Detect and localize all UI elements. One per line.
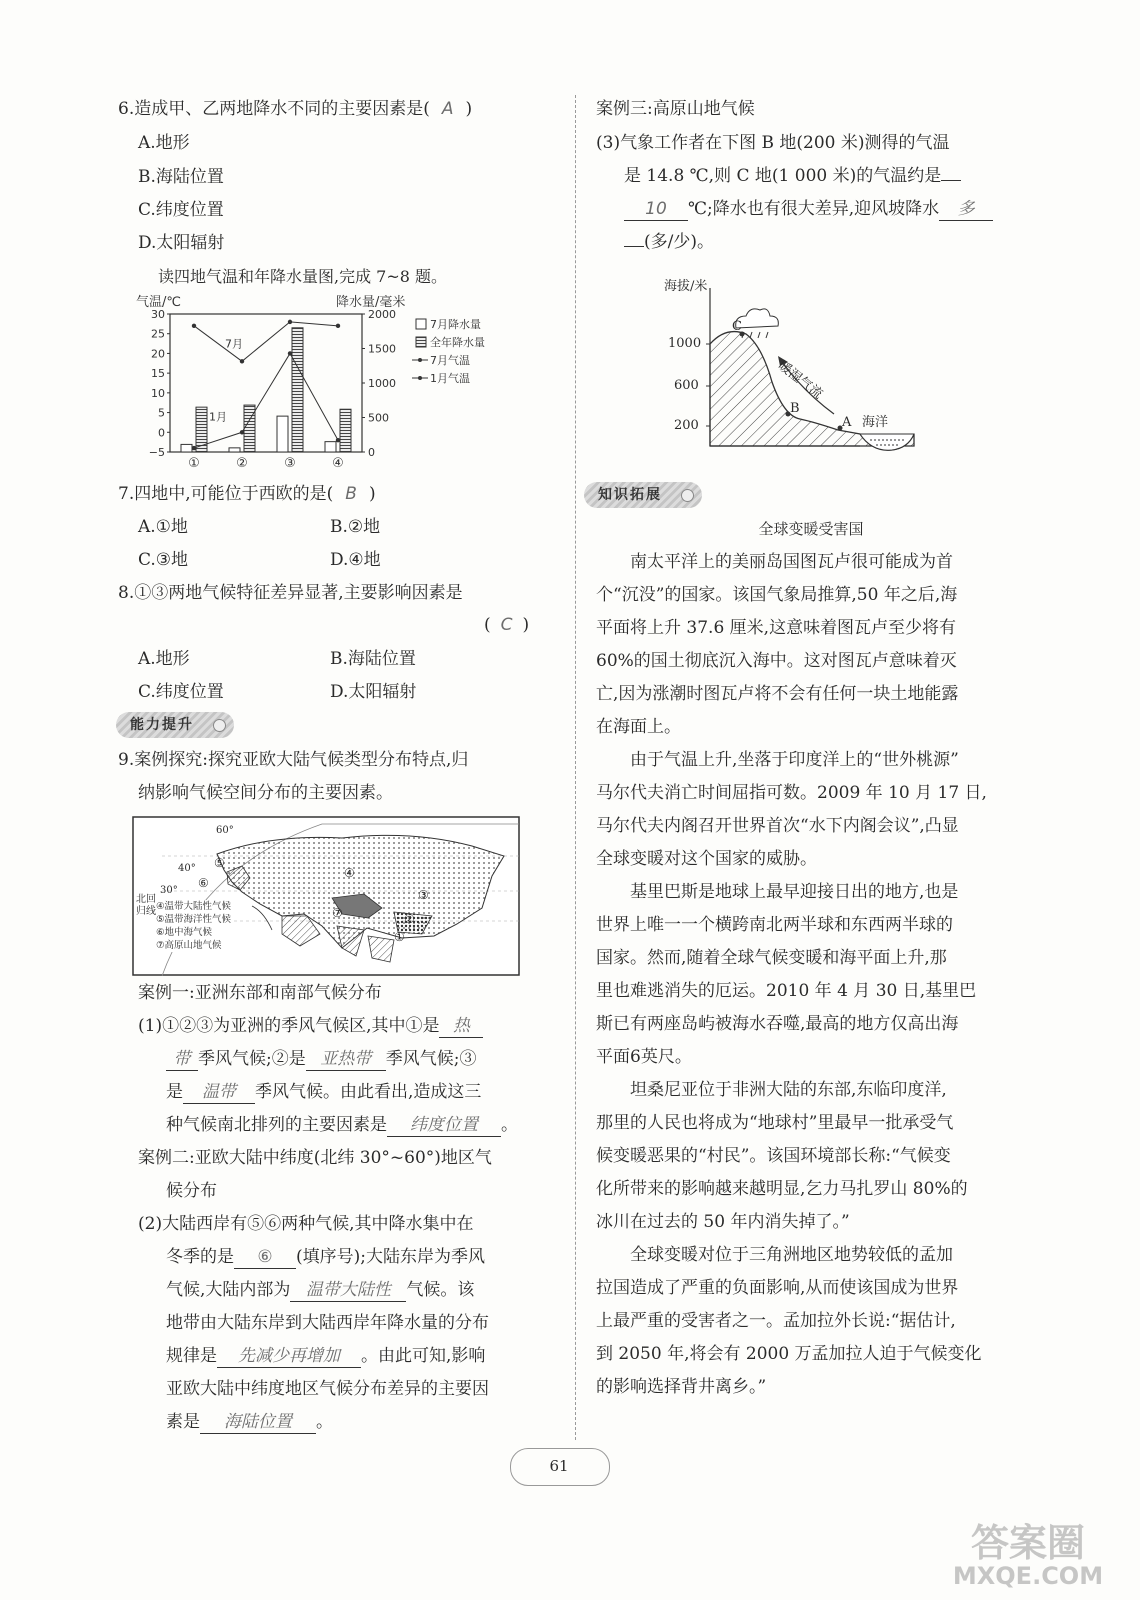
chart-point-jan-temp <box>240 430 244 434</box>
map-legend-item: ⑦高原山地气候 <box>156 940 222 951</box>
diagram-tick-200: 200 <box>674 418 699 433</box>
q8-option-a: A.地形 <box>138 649 190 669</box>
map-legend-item: ④温带大陆性气候 <box>156 901 232 912</box>
map-legend-item: ⑤温带海洋性气候 <box>156 914 232 925</box>
case3-line-1: (3)气象工作者在下图 B 地(200 米)测得的气温 <box>596 133 950 153</box>
case1-answer-1a: 热 <box>439 1015 483 1038</box>
chart-point-jan-temp <box>192 446 196 450</box>
chart-point-jan-temp <box>288 351 292 355</box>
diagram-label-sea: 海洋 <box>862 415 889 430</box>
article-line: 冰川在过去的 50 年内消失掉了。” <box>596 1212 850 1232</box>
article-line: 坦桑尼亚位于非洲大陆的东部,东临印度洋, <box>630 1080 947 1100</box>
chart-y-left-tick-label: 30 <box>151 308 165 321</box>
article-line: 里也难逃消失的厄运。2010 年 4 月 30 日,基里巴 <box>596 981 977 1001</box>
article-line: 到 2050 年,将会有 2000 万孟加拉人迫于气候变化 <box>596 1344 982 1364</box>
read-instruction: 读四地气温和年降水量图,完成 7~8 题。 <box>158 267 448 286</box>
map-label-7: ⑦ <box>332 906 343 920</box>
case1-line-3 <box>166 1081 481 1104</box>
case2-answer-4: 海陆位置 <box>200 1411 316 1434</box>
case1-answer-2: 亚热带 <box>306 1048 386 1071</box>
chart-legend-annual-precip: 全年降水量 <box>430 336 485 349</box>
article-line: 化所带来的影响越来越明显,乞力马扎罗山 80%的 <box>596 1179 968 1199</box>
chart-bar-july-precip <box>229 448 240 452</box>
chart-y-left-tick-label: −5 <box>148 446 165 459</box>
case3-text: 是 14.8 ℃,则 C 地(1 000 米)的气温约是 <box>624 166 942 186</box>
article-paragraph-1 <box>596 546 1026 744</box>
case2-answer-2: 温带大陆性 <box>290 1279 406 1302</box>
article-paragraph-2 <box>596 744 1026 876</box>
case3-blank-start <box>941 180 961 181</box>
case1-text: 。 <box>501 1115 518 1135</box>
article-line: 全球变暖对这个国家的威胁。 <box>596 849 817 869</box>
article-line: 在海面上。 <box>596 717 681 737</box>
watermark-line-2: MXQE.COM <box>952 1562 1104 1590</box>
q6-stem-text: 6.造成甲、乙两地降水不同的主要因素是( <box>118 99 430 119</box>
chart-y-left-tick-label: 5 <box>158 406 165 420</box>
question-8-stem: 8.①③两地气候特征差异显著,主要影响因素是 <box>118 583 463 603</box>
chart-legend-jan-temp: 1月气温 <box>430 372 470 385</box>
case2-text: 。 <box>316 1412 333 1432</box>
eurasia-map <box>132 816 520 976</box>
q6-option-d: D.太阳辐射 <box>138 233 225 253</box>
case2-text: 素是 <box>166 1412 200 1432</box>
case1-answer-1b: 带 <box>166 1048 198 1071</box>
q7-answer: B <box>345 484 357 504</box>
article-line: 马尔代夫内阁召开世界首次“水下内阁会议”,凸显 <box>596 816 959 836</box>
case2-line-4: 地带由大陆东岸到大陆西岸年降水量的分布 <box>166 1313 489 1333</box>
q7-option-d: D.④地 <box>330 550 381 570</box>
q8-paren-close: ) <box>522 615 530 635</box>
chart-legend-swatch-annual-precip <box>416 337 426 347</box>
diagram-label-c: C <box>732 319 742 334</box>
article-line: 平面6英尺。 <box>596 1047 692 1067</box>
banner-dot-icon <box>681 489 694 502</box>
q8-option-b: B.海陆位置 <box>330 649 416 669</box>
chart-point-july-temp <box>240 359 244 363</box>
case2-text: 气候。该 <box>406 1280 475 1300</box>
chart-point-jan-temp <box>336 438 340 442</box>
article-line: 世界上唯一一个横跨南北两半球和东西两半球的 <box>596 915 953 935</box>
chart-x-tick-label: ④ <box>332 456 344 471</box>
chart-bar-annual-precip <box>244 405 255 452</box>
mountain-diagram <box>664 274 934 474</box>
chart-point-july-temp <box>192 324 196 328</box>
case3-line-3 <box>624 198 993 221</box>
article-paragraph-5 <box>596 1239 1026 1404</box>
case1-text: 季风气候;③ <box>385 1049 477 1069</box>
map-label-1: ① <box>394 930 405 944</box>
section-knowledge-label: 知识拓展 <box>598 487 662 503</box>
banner-dot-icon <box>213 719 226 732</box>
chart-y-left-tick-label: 10 <box>151 386 165 400</box>
article-line: 斯已有两座岛屿被海水吞噬,最高的地方仅高出海 <box>596 1014 959 1034</box>
article-paragraph-4 <box>596 1074 1026 1239</box>
case3-text: ℃;降水也有很大差异,迎风坡降水 <box>688 199 940 219</box>
chart-y-left-label: 气温/℃ <box>136 295 181 310</box>
case3-answer-1: 10 <box>624 198 688 221</box>
diagram-ylabel: 海拔/米 <box>664 279 708 294</box>
article-line: 拉国造成了严重的负面影响,从而使该国成为世界 <box>596 1278 959 1298</box>
chart-bar-annual-precip <box>292 328 303 452</box>
q9-line-1: 9.案例探究:探究亚欧大陆气候类型分布特点,归 <box>118 750 469 770</box>
chart-legend-july-precip: 7月降水量 <box>430 318 481 331</box>
question-7-stem <box>118 483 376 505</box>
chart-y-right-tick-label: 2000 <box>368 308 396 321</box>
article-line: 亡,因为涨潮时图瓦卢将不会有任何一块土地能露 <box>596 684 959 704</box>
q8-answer: C <box>500 615 513 635</box>
map-tropic-label: 北回归线 <box>136 894 156 917</box>
map-label-2: ② <box>404 912 415 926</box>
case2-text: 规律是 <box>166 1346 217 1366</box>
chart-y-left-tick-label: 20 <box>151 347 165 361</box>
chart-annotation-jan: 1月 <box>209 410 227 424</box>
q8-option-c: C.纬度位置 <box>138 682 224 702</box>
case3-blank-end <box>624 246 644 247</box>
q9-line-2: 纳影响气候空间分布的主要因素。 <box>138 783 393 803</box>
diagram-label-b: B <box>790 401 800 416</box>
article-line: 全球变暖对位于三角洲地区地势较低的孟加 <box>630 1245 953 1265</box>
article-line: 的影响选择背井离乡。” <box>596 1377 767 1397</box>
map-lat-60: 60° <box>216 825 234 836</box>
chart-y-right-tick-label: 1000 <box>368 377 396 390</box>
watermark-logo <box>930 1512 1126 1592</box>
chart-y-right-tick-label: 0 <box>368 446 375 459</box>
question-6-stem <box>118 98 472 120</box>
map-lat-40: 40° <box>178 863 196 874</box>
chart-bar-july-precip <box>277 416 288 452</box>
map-legend <box>156 900 231 952</box>
case2-text: 。由此可知,影响 <box>361 1346 486 1366</box>
case1-line-2 <box>166 1048 476 1071</box>
q6-option-b: B.海陆位置 <box>138 167 224 187</box>
chart-point-july-temp <box>288 320 292 324</box>
chart-legend-swatch-july-precip <box>416 319 426 329</box>
case2-line-6: 亚欧大陆中纬度地区气候分布差异的主要因 <box>166 1379 489 1399</box>
article-line: 上最严重的受害者之一。孟加拉外长说:“据估计, <box>596 1311 956 1331</box>
case2-answer-3: 先减少再增加 <box>217 1345 361 1368</box>
diagram-tick-1000: 1000 <box>668 336 702 351</box>
case2-line-1: (2)大陆西岸有⑤⑥两种气候,其中降水集中在 <box>138 1214 474 1234</box>
section-banner-ability <box>116 712 234 738</box>
chart-legend-july-temp: 7月气温 <box>430 354 470 367</box>
q8-answer-paren <box>484 614 529 636</box>
case2-title: 案例二:亚欧大陆中纬度(北纬 30°~60°)地区气 <box>138 1148 492 1168</box>
page-number: 61 <box>549 1457 569 1475</box>
case2-line-5 <box>166 1345 485 1368</box>
map-label-4: ④ <box>344 866 355 880</box>
column-divider <box>575 95 576 1440</box>
q6-option-a: A.地形 <box>138 133 190 153</box>
article-line: 那里的人民也将成为“地球村”里最早一批承受气 <box>596 1113 954 1133</box>
chart-line-jan-temp <box>194 353 338 448</box>
case3-answer-2: 多 <box>939 198 993 221</box>
case2-line-2 <box>166 1246 485 1269</box>
article-line: 候变暖恶果的“村民”。该国环境部长称:“气候变 <box>596 1146 951 1166</box>
article-line: 个“沉没”的国家。该国气象局推算,50 年之后,海 <box>596 585 958 605</box>
case2-answer-1: ⑥ <box>234 1246 296 1269</box>
q7-option-c: C.③地 <box>138 550 189 570</box>
case1-line-1 <box>138 1015 483 1038</box>
case1-text: 种气候南北排列的主要因素是 <box>166 1115 387 1135</box>
chart-bar-annual-precip <box>340 409 351 452</box>
article-line: 基里巴斯是地球上最早迎接日出的地方,也是 <box>630 882 959 902</box>
case2-text: (填序号);大陆东岸为季风 <box>296 1247 485 1267</box>
case1-text: (1)①②③为亚洲的季风气候区,其中①是 <box>138 1016 440 1036</box>
chart-legend-dot-july-temp <box>418 358 422 362</box>
map-label-3: ③ <box>418 888 429 902</box>
section-ability-label: 能力提升 <box>130 717 194 733</box>
chart-line-july-temp <box>194 322 338 361</box>
chart-bar-july-precip <box>325 442 336 452</box>
article-line: 马尔代夫消亡时间屈指可数。2009 年 10 月 17 日, <box>596 783 987 803</box>
case3-text: (多/少)。 <box>644 232 714 252</box>
map-label-5: ⑤ <box>214 856 225 870</box>
case3-line-2 <box>624 165 961 187</box>
chart-y-right-label: 降水量/毫米 <box>336 295 406 310</box>
chart-bar-july-precip <box>181 444 192 452</box>
diagram-tick-600: 600 <box>674 378 699 393</box>
map-legend-item: ⑥地中海气候 <box>156 927 213 938</box>
case2-text: 气候,大陆内部为 <box>166 1280 291 1300</box>
q7-option-a: A.①地 <box>138 517 188 537</box>
article-paragraph-3 <box>596 876 1026 1074</box>
case2-line-3 <box>166 1279 474 1302</box>
q8-paren-open: ( <box>484 615 491 635</box>
case1-answer-3: 温带 <box>183 1081 255 1104</box>
chart-annotation-july: 7月 <box>225 337 243 351</box>
chart-y-left-tick-label: 0 <box>158 426 165 440</box>
diagram-label-a: A <box>842 415 852 430</box>
map-label-6: ⑥ <box>198 876 209 890</box>
case2-title-cont: 候分布 <box>166 1181 217 1201</box>
diagram-label-wind: 暖湿气流 <box>774 358 826 403</box>
case1-text: 季风气候;②是 <box>198 1049 306 1069</box>
chart-x-tick-label: ③ <box>284 456 296 471</box>
article-line: 平面将上升 37.6 厘米,这意味着图瓦卢至少将有 <box>596 618 957 638</box>
chart-legend-dot-jan-temp <box>418 376 422 380</box>
chart-y-left-tick-label: 15 <box>151 367 165 381</box>
case1-title: 案例一:亚洲东部和南部气候分布 <box>138 983 382 1003</box>
article-title: 全球变暖受害国 <box>758 520 864 538</box>
case1-text: 是 <box>166 1082 183 1102</box>
case3-title: 案例三:高原山地气候 <box>596 99 755 119</box>
chart-y-right-tick-label: 1500 <box>368 342 396 356</box>
article-line: 国家。然而,随着全球气候变暖和海平面上升,那 <box>596 948 947 968</box>
q7-stem-close: ) <box>368 484 376 504</box>
article-line: 60%的国土彻底沉入海中。这对图瓦卢意味着灭 <box>596 651 957 671</box>
q6-option-c: C.纬度位置 <box>138 200 224 220</box>
article-line: 南太平洋上的美丽岛国图瓦卢很可能成为首 <box>630 552 953 572</box>
q6-answer: A <box>441 99 454 119</box>
q8-option-d: D.太阳辐射 <box>330 682 417 702</box>
section-banner-knowledge <box>584 482 702 508</box>
q6-stem-close: ) <box>465 99 473 119</box>
chart-point-july-temp <box>336 324 340 328</box>
article-line: 由于气温上升,坐落于印度洋上的“世外桃源” <box>630 750 959 770</box>
chart-y-left-tick-label: 25 <box>151 327 165 341</box>
watermark-line-1: 答案圈 <box>970 1521 1086 1565</box>
chart-y-right-tick-label: 500 <box>368 411 389 425</box>
chart-x-tick-label: ② <box>236 456 248 471</box>
map-lat-30: 30° <box>160 885 178 896</box>
case3-line-4 <box>624 231 714 253</box>
case1-answer-4: 纬度位置 <box>387 1114 501 1137</box>
case2-line-7 <box>166 1411 333 1434</box>
case1-line-4 <box>166 1114 518 1137</box>
case2-text: 冬季的是 <box>166 1247 234 1267</box>
q7-stem-text: 7.四地中,可能位于西欧的是( <box>118 484 334 504</box>
q7-option-b: B.②地 <box>330 517 381 537</box>
case1-text: 季风气候。由此看出,造成这三 <box>255 1082 482 1102</box>
chart-x-tick-label: ① <box>188 456 200 471</box>
climate-chart <box>136 294 546 484</box>
